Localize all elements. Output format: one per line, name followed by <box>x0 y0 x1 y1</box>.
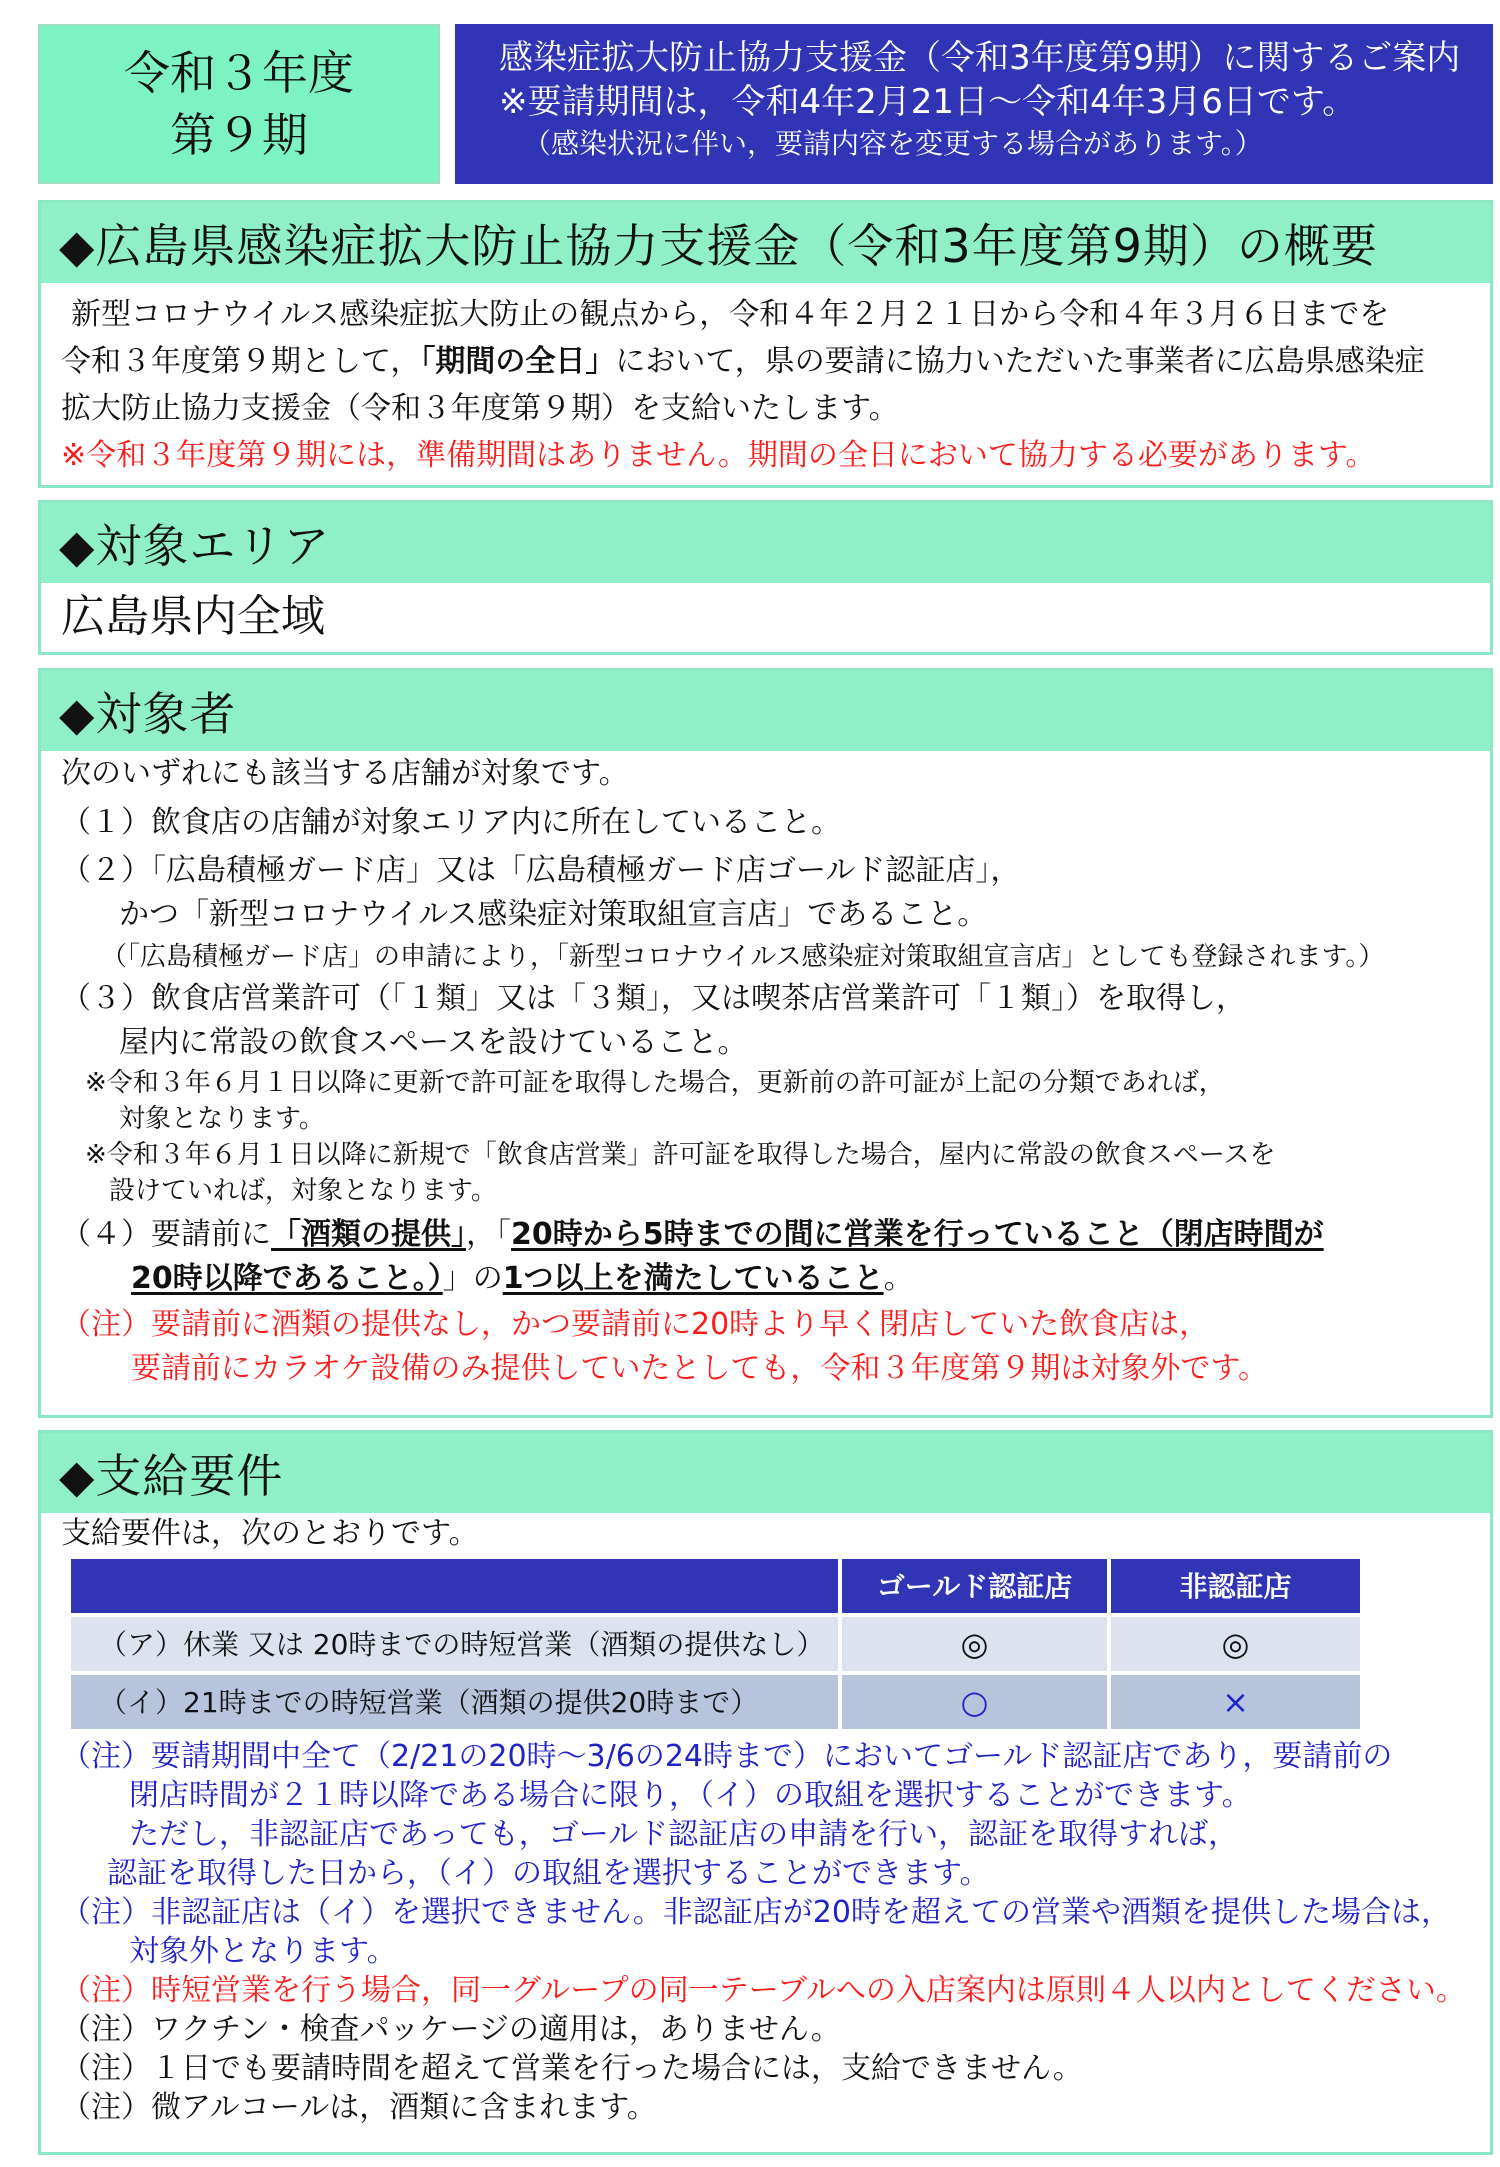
row-gold-mark: ◎ <box>838 1613 1107 1671</box>
overview-paragraph-1: 新型コロナウイルス感染症拡大防止の観点から，令和４年２月２１日から令和４年３月６日までを <box>71 297 1390 332</box>
req-note-5: （注）１日でも要請時間を超えて営業を行った場合には，支給できません。 <box>61 2051 1083 2086</box>
target-item-2-note: （「広島積極ガード店」の申請により，「新型コロナウイルス感染症対策取組宣言店」としても登録されます。） <box>101 942 1385 972</box>
target-section <box>38 668 1493 1418</box>
req-note-6: （注）微アルコールは，酒類に含まれます。 <box>61 2090 657 2125</box>
overview-heading: ◆広島県感染症拡大防止協力支援金（令和3年度第9期）の概要 <box>41 203 1490 283</box>
notice-period: ※要請期間は，令和4年2月21日～令和4年3月6日です。 <box>499 82 1357 122</box>
area-section <box>38 500 1493 655</box>
item-4-alcohol: 「酒類の提供」 <box>271 1217 466 1252</box>
period-year: 令和３年度 <box>124 46 354 100</box>
header-notice-box <box>455 24 1493 184</box>
row-gold-mark: ○ <box>838 1671 1107 1729</box>
item-4-text: ，「 <box>466 1217 511 1252</box>
target-item-3: （３）飲食店営業許可（「１類」又は「３類」，又は喫茶店営業許可「１類」）を取得し， <box>61 981 1246 1016</box>
overview-paragraph-3: 拡大防止協力支援金（令和３年度第９期）を支給いたします。 <box>61 391 899 426</box>
overview-paragraph-2 <box>61 338 1490 385</box>
row-non-mark: ◎ <box>1107 1613 1360 1671</box>
item-4-text: （４）要請前に <box>61 1217 271 1252</box>
target-item-1: （１）飲食店の店舗が対象エリア内に所在していること。 <box>61 805 841 840</box>
table-header-blank <box>71 1559 838 1613</box>
item-4-hours: 20時から5時までの間に営業を行っていること（閉店時間が <box>511 1217 1324 1252</box>
area-heading: ◆対象エリア <box>41 503 1490 583</box>
requirements-section <box>38 1430 1493 2155</box>
target-item-2: （２）「広島積極ガード店」又は「広島積極ガード店ゴールド認証店」， <box>61 853 1021 888</box>
requirements-intro: 支給要件は，次のとおりです。 <box>61 1516 479 1551</box>
req-note-4: （注）ワクチン・検査パッケージの適用は，ありません。 <box>61 2012 841 2047</box>
target-note-1: （注）要請前に酒類の提供なし，かつ要請前に20時より早く閉店していた飲食店は， <box>61 1307 1210 1342</box>
overview-note: ※令和３年度第９期には，準備期間はありません。期間の全日において協力する必要があります。 <box>61 438 1376 473</box>
req-note-1-cont-1: 閉店時間が２１時以降である場合に限り，（イ）の取組を選択することができます。 <box>129 1778 1252 1813</box>
req-note-3: （注）時短営業を行う場合，同一グループの同一テーブルへの入店案内は原則４人以内としてください。 <box>61 1973 1466 2008</box>
req-note-1-cont-2: ただし，非認証店であっても，ゴールド認証店の申請を行い，認証を取得すれば， <box>129 1817 1239 1852</box>
period-label-box <box>38 24 440 184</box>
overview-section <box>38 200 1493 488</box>
req-note-2-cont: 対象外となります。 <box>129 1934 397 1969</box>
target-item-2-cont: かつ「新型コロナウイルス感染症対策取組宣言店」であること。 <box>119 897 988 932</box>
item-4-condition: 1つ以上を満たしていること <box>502 1261 884 1296</box>
item-4-text: 」の <box>442 1261 503 1296</box>
item-4-text: 。 <box>883 1261 914 1296</box>
row-label: （イ）21時までの時短営業（酒類の提供20時まで） <box>71 1671 838 1729</box>
target-item-3-note-2: ※令和３年６月１日以降に新規で「飲食店営業」許可証を取得した場合，屋内に常設の飲食スペースを <box>85 1140 1276 1170</box>
overview-text: 令和３年度第９期として， <box>61 344 421 379</box>
item-4-hours-cont: 20時以降であること。） <box>131 1261 443 1296</box>
requirements-table <box>71 1559 1360 1729</box>
req-note-2: （注）非認証店は（イ）を選択できません。非認証店が20時を超えての営業や酒類を提供した場合は， <box>61 1895 1451 1930</box>
table-row <box>71 1671 1360 1729</box>
target-item-3-note-1-cont: 対象となります。 <box>119 1104 325 1134</box>
target-intro: 次のいずれにも該当する店舗が対象です。 <box>61 756 629 791</box>
period-number: 第９期 <box>170 108 308 162</box>
overview-emphasis: 「期間の全日」 <box>420 344 616 379</box>
row-non-mark: × <box>1107 1671 1360 1729</box>
target-heading: ◆対象者 <box>41 671 1490 751</box>
target-item-3-note-1: ※令和３年６月１日以降に更新で許可証を取得した場合，更新前の許可証が上記の分類であれば， <box>85 1068 1225 1098</box>
column-header-non-certified: 非認証店 <box>1107 1559 1360 1613</box>
target-item-3-cont: 屋内に常設の飲食スペースを設けていること。 <box>119 1025 748 1060</box>
table-row <box>71 1613 1360 1671</box>
column-header-gold: ゴールド認証店 <box>838 1559 1107 1613</box>
notice-title: 感染症拡大防止協力支援金（令和3年度第9期）に関するご案内 <box>499 38 1461 78</box>
requirements-heading: ◆支給要件 <box>41 1433 1490 1513</box>
target-item-4-cont <box>61 1257 1490 1301</box>
target-item-3-note-2-cont: 設けていれば，対象となります。 <box>109 1176 497 1206</box>
notice-caveat: （感染状況に伴い，要請内容を変更する場合があります。） <box>523 127 1263 160</box>
target-note-2: 要請前にカラオケ設備のみ提供していたとしても，令和３年度第９期は対象外です。 <box>131 1351 1268 1386</box>
area-value: 広島県内全域 <box>61 591 325 642</box>
req-note-1-cont-3: 認証を取得した日から，（イ）の取組を選択することができます。 <box>107 1856 990 1891</box>
target-item-4 <box>61 1213 1490 1257</box>
row-label: （ア）休業 又は 20時までの時短営業（酒類の提供なし） <box>71 1613 838 1671</box>
overview-text: において，県の要請に協力いただいた事業者に広島県感染症 <box>615 344 1425 379</box>
req-note-1: （注）要請期間中全て（2/21の20時～3/6の24時まで）においてゴールド認証店であり，要請前の <box>61 1739 1393 1774</box>
